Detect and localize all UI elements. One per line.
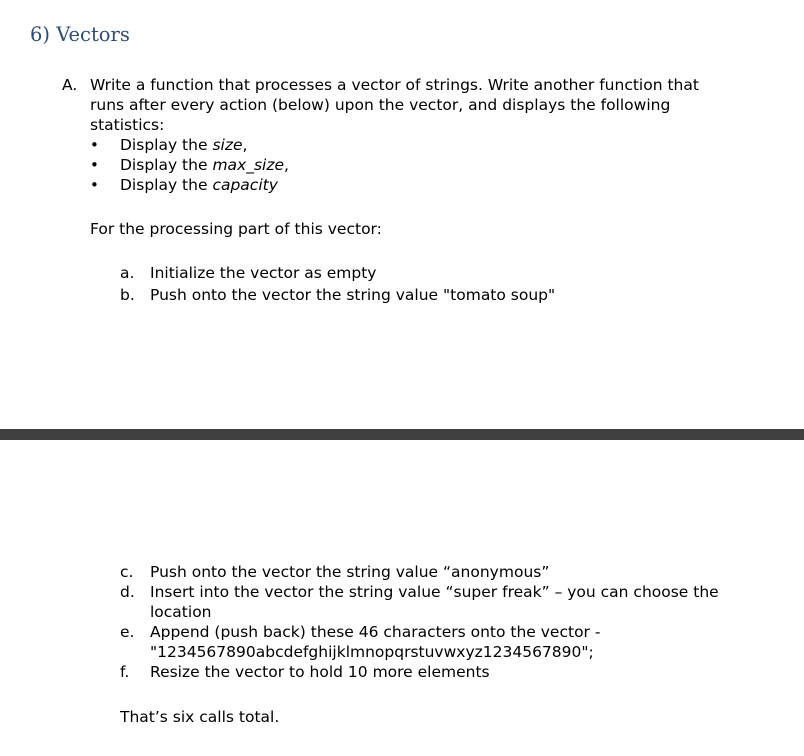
step-d-marker: d. [120,583,135,601]
bullet-3-text: Display the capacity [120,176,278,194]
part-a-intro-line-3: statistics: [90,116,165,134]
step-c-text: Push onto the vector the string value “anonymous” [150,563,550,581]
bullet-1-emph: size [212,136,243,154]
page-break-bar [0,429,804,440]
step-a-text: Initialize the vector as empty [150,264,377,282]
section-heading [30,23,130,46]
part-a-intro-line-1: Write a function that processes a vector of strings. Write another function that [90,76,699,94]
step-d-text-line-1: Insert into the vector the string value “super freak” – you can choose the [150,583,719,601]
section-title: Vectors [56,23,130,46]
step-d-text-line-2: location [150,603,212,621]
bullet-1: • [90,136,99,154]
step-f-marker: f. [120,663,130,681]
part-a-marker: A. [62,76,78,94]
bullet-3-emph: capacity [212,176,278,194]
step-f-text: Resize the vector to hold 10 more elements [150,663,490,681]
step-e-text-line-1: Append (push back) these 46 characters onto the vector - [150,623,601,641]
processing-intro: For the processing part of this vector: [90,220,382,238]
step-b-text: Push onto the vector the string value "tomato soup" [150,286,556,304]
bullet-2: • [90,156,99,174]
bullet-2-text: Display the max_size, [120,156,289,174]
bullet-2-emph: max_size [212,156,285,174]
bullet-1-text: Display the size, [120,136,248,154]
step-e-marker: e. [120,623,135,641]
step-c-marker: c. [120,563,134,581]
bullet-3: • [90,176,99,194]
section-number: 6) [30,23,51,46]
step-b-marker: b. [120,286,135,304]
step-e-text-line-2: "1234567890abcdefghijklmnopqrstuvwxyz1234567890"; [150,643,594,661]
step-a-marker: a. [120,264,135,282]
closing-text: That’s six calls total. [120,708,280,726]
part-a-intro-line-2: runs after every action (below) upon the vector, and displays the following [90,96,671,114]
